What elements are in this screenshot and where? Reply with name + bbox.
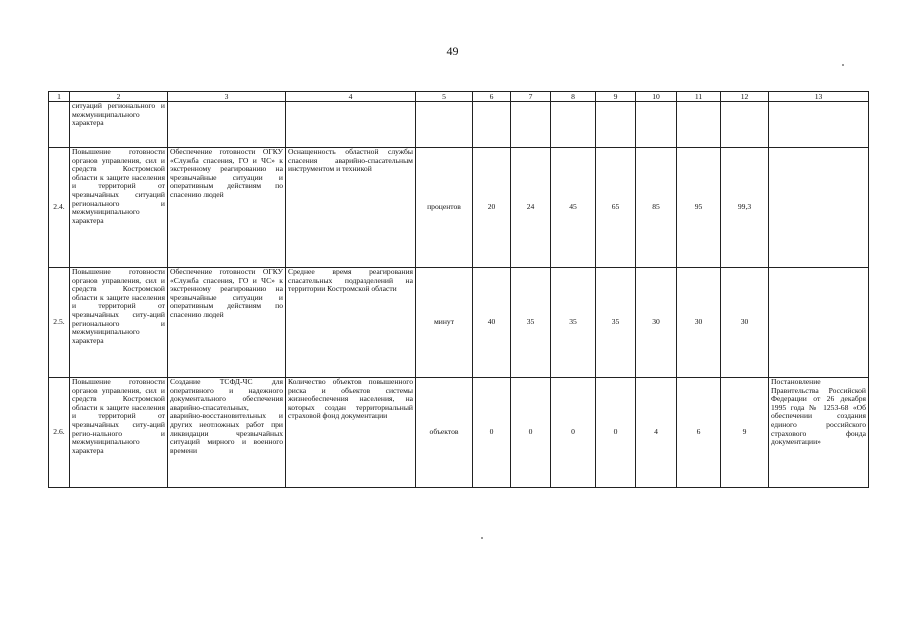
value-cell: 0	[551, 378, 596, 488]
value-cell: 65	[596, 148, 636, 268]
value-cell: 0	[511, 378, 551, 488]
value-cell: 30	[721, 268, 769, 378]
scan-speck	[481, 537, 483, 539]
column-number: 9	[596, 92, 636, 102]
value-cell	[721, 102, 769, 148]
indicator-cell: Среднее время реагирования спасательных подразделений на территории Костромской области	[286, 268, 416, 378]
event-cell	[168, 102, 286, 148]
column-number: 13	[769, 92, 869, 102]
value-cell: 35	[551, 268, 596, 378]
row-number	[49, 102, 70, 148]
unit-cell	[416, 102, 473, 148]
value-cell: 35	[511, 268, 551, 378]
column-number: 6	[473, 92, 511, 102]
row-number: 2.4.	[49, 148, 70, 268]
value-cell	[677, 102, 721, 148]
table-row	[49, 148, 869, 268]
column-number-row	[49, 92, 869, 102]
basis-cell	[769, 268, 869, 378]
column-number: 5	[416, 92, 473, 102]
value-cell: 6	[677, 378, 721, 488]
column-number: 7	[511, 92, 551, 102]
value-cell: 0	[473, 378, 511, 488]
value-cell	[596, 102, 636, 148]
value-cell	[473, 102, 511, 148]
table-row	[49, 268, 869, 378]
task-cell: Повышение готовности органов управления, сил и средств Костромской области к защите населения и территорий от чрезвычайных ситу-аций регионального и межмуниципального характера	[70, 268, 168, 378]
column-number: 11	[677, 92, 721, 102]
indicator-cell: Оснащенность областной службы спасения аварийно-спасательным инструментом и техникой	[286, 148, 416, 268]
indicator-cell: Количество объектов повышенного риска и объектов системы жизнеобеспечения населения, на которых создан территориальный страховой фонд документации	[286, 378, 416, 488]
basis-cell	[769, 148, 869, 268]
unit-cell: процентов	[416, 148, 473, 268]
value-cell: 95	[677, 148, 721, 268]
value-cell: 30	[677, 268, 721, 378]
value-cell: 30	[636, 268, 677, 378]
column-number: 2	[70, 92, 168, 102]
indicators-table	[48, 91, 869, 488]
unit-cell: минут	[416, 268, 473, 378]
column-number: 8	[551, 92, 596, 102]
column-number: 12	[721, 92, 769, 102]
table-row	[49, 102, 869, 148]
task-cell: Повышение готовности органов управления, сил и средств Костромской области к защите населения и территорий от чрезвычайных ситуаций регионального и межмуниципального характера	[70, 148, 168, 268]
basis-cell: Постановление Правительства Российской Федерации от 26 декабря 1995 года № 1253-68 «Об обеспечении создания единого российского страхового фонда документации»	[769, 378, 869, 488]
value-cell: 4	[636, 378, 677, 488]
value-cell	[511, 102, 551, 148]
value-cell: 9	[721, 378, 769, 488]
value-cell: 85	[636, 148, 677, 268]
event-cell: Обеспечение готовности ОГКУ «Служба спасения, ГО и ЧС» к экстренному реагированию на чрезвычайные ситуации и оперативным действиям по спасению людей	[168, 148, 286, 268]
row-number: 2.6.	[49, 378, 70, 488]
row-number: 2.5.	[49, 268, 70, 378]
value-cell	[551, 102, 596, 148]
column-number: 10	[636, 92, 677, 102]
unit-cell: объектов	[416, 378, 473, 488]
value-cell	[636, 102, 677, 148]
value-cell: 45	[551, 148, 596, 268]
column-number: 4	[286, 92, 416, 102]
page-number: 49	[446, 44, 459, 58]
event-cell: Создание ТСФД-ЧС для оперативного и надежного документального обеспечения аварийно-спасательных, аварийно-восстановительных и других неотложных работ при ликвидации чрезвычайных ситуаций мирного и военного времени	[168, 378, 286, 488]
task-cell: ситуаций регионального и межмуниципального характера	[70, 102, 168, 148]
value-cell: 0	[596, 378, 636, 488]
task-cell: Повышение готовности органов управления, сил и средств Костромской области к защите населения и территорий от чрезвычайных ситу-аций регио-нального и межмуниципального характера	[70, 378, 168, 488]
basis-cell	[769, 102, 869, 148]
value-cell: 99,3	[721, 148, 769, 268]
column-number: 3	[168, 92, 286, 102]
value-cell: 35	[596, 268, 636, 378]
indicator-cell	[286, 102, 416, 148]
table-row	[49, 378, 869, 488]
value-cell: 40	[473, 268, 511, 378]
value-cell: 20	[473, 148, 511, 268]
value-cell: 24	[511, 148, 551, 268]
column-number: 1	[49, 92, 70, 102]
event-cell: Обеспечение готовности ОГКУ «Служба спасения, ГО и ЧС» к экстренному реагированию на чрезвычайные ситуации и оперативным действиям по спасению людей	[168, 268, 286, 378]
scan-speck	[842, 64, 844, 66]
